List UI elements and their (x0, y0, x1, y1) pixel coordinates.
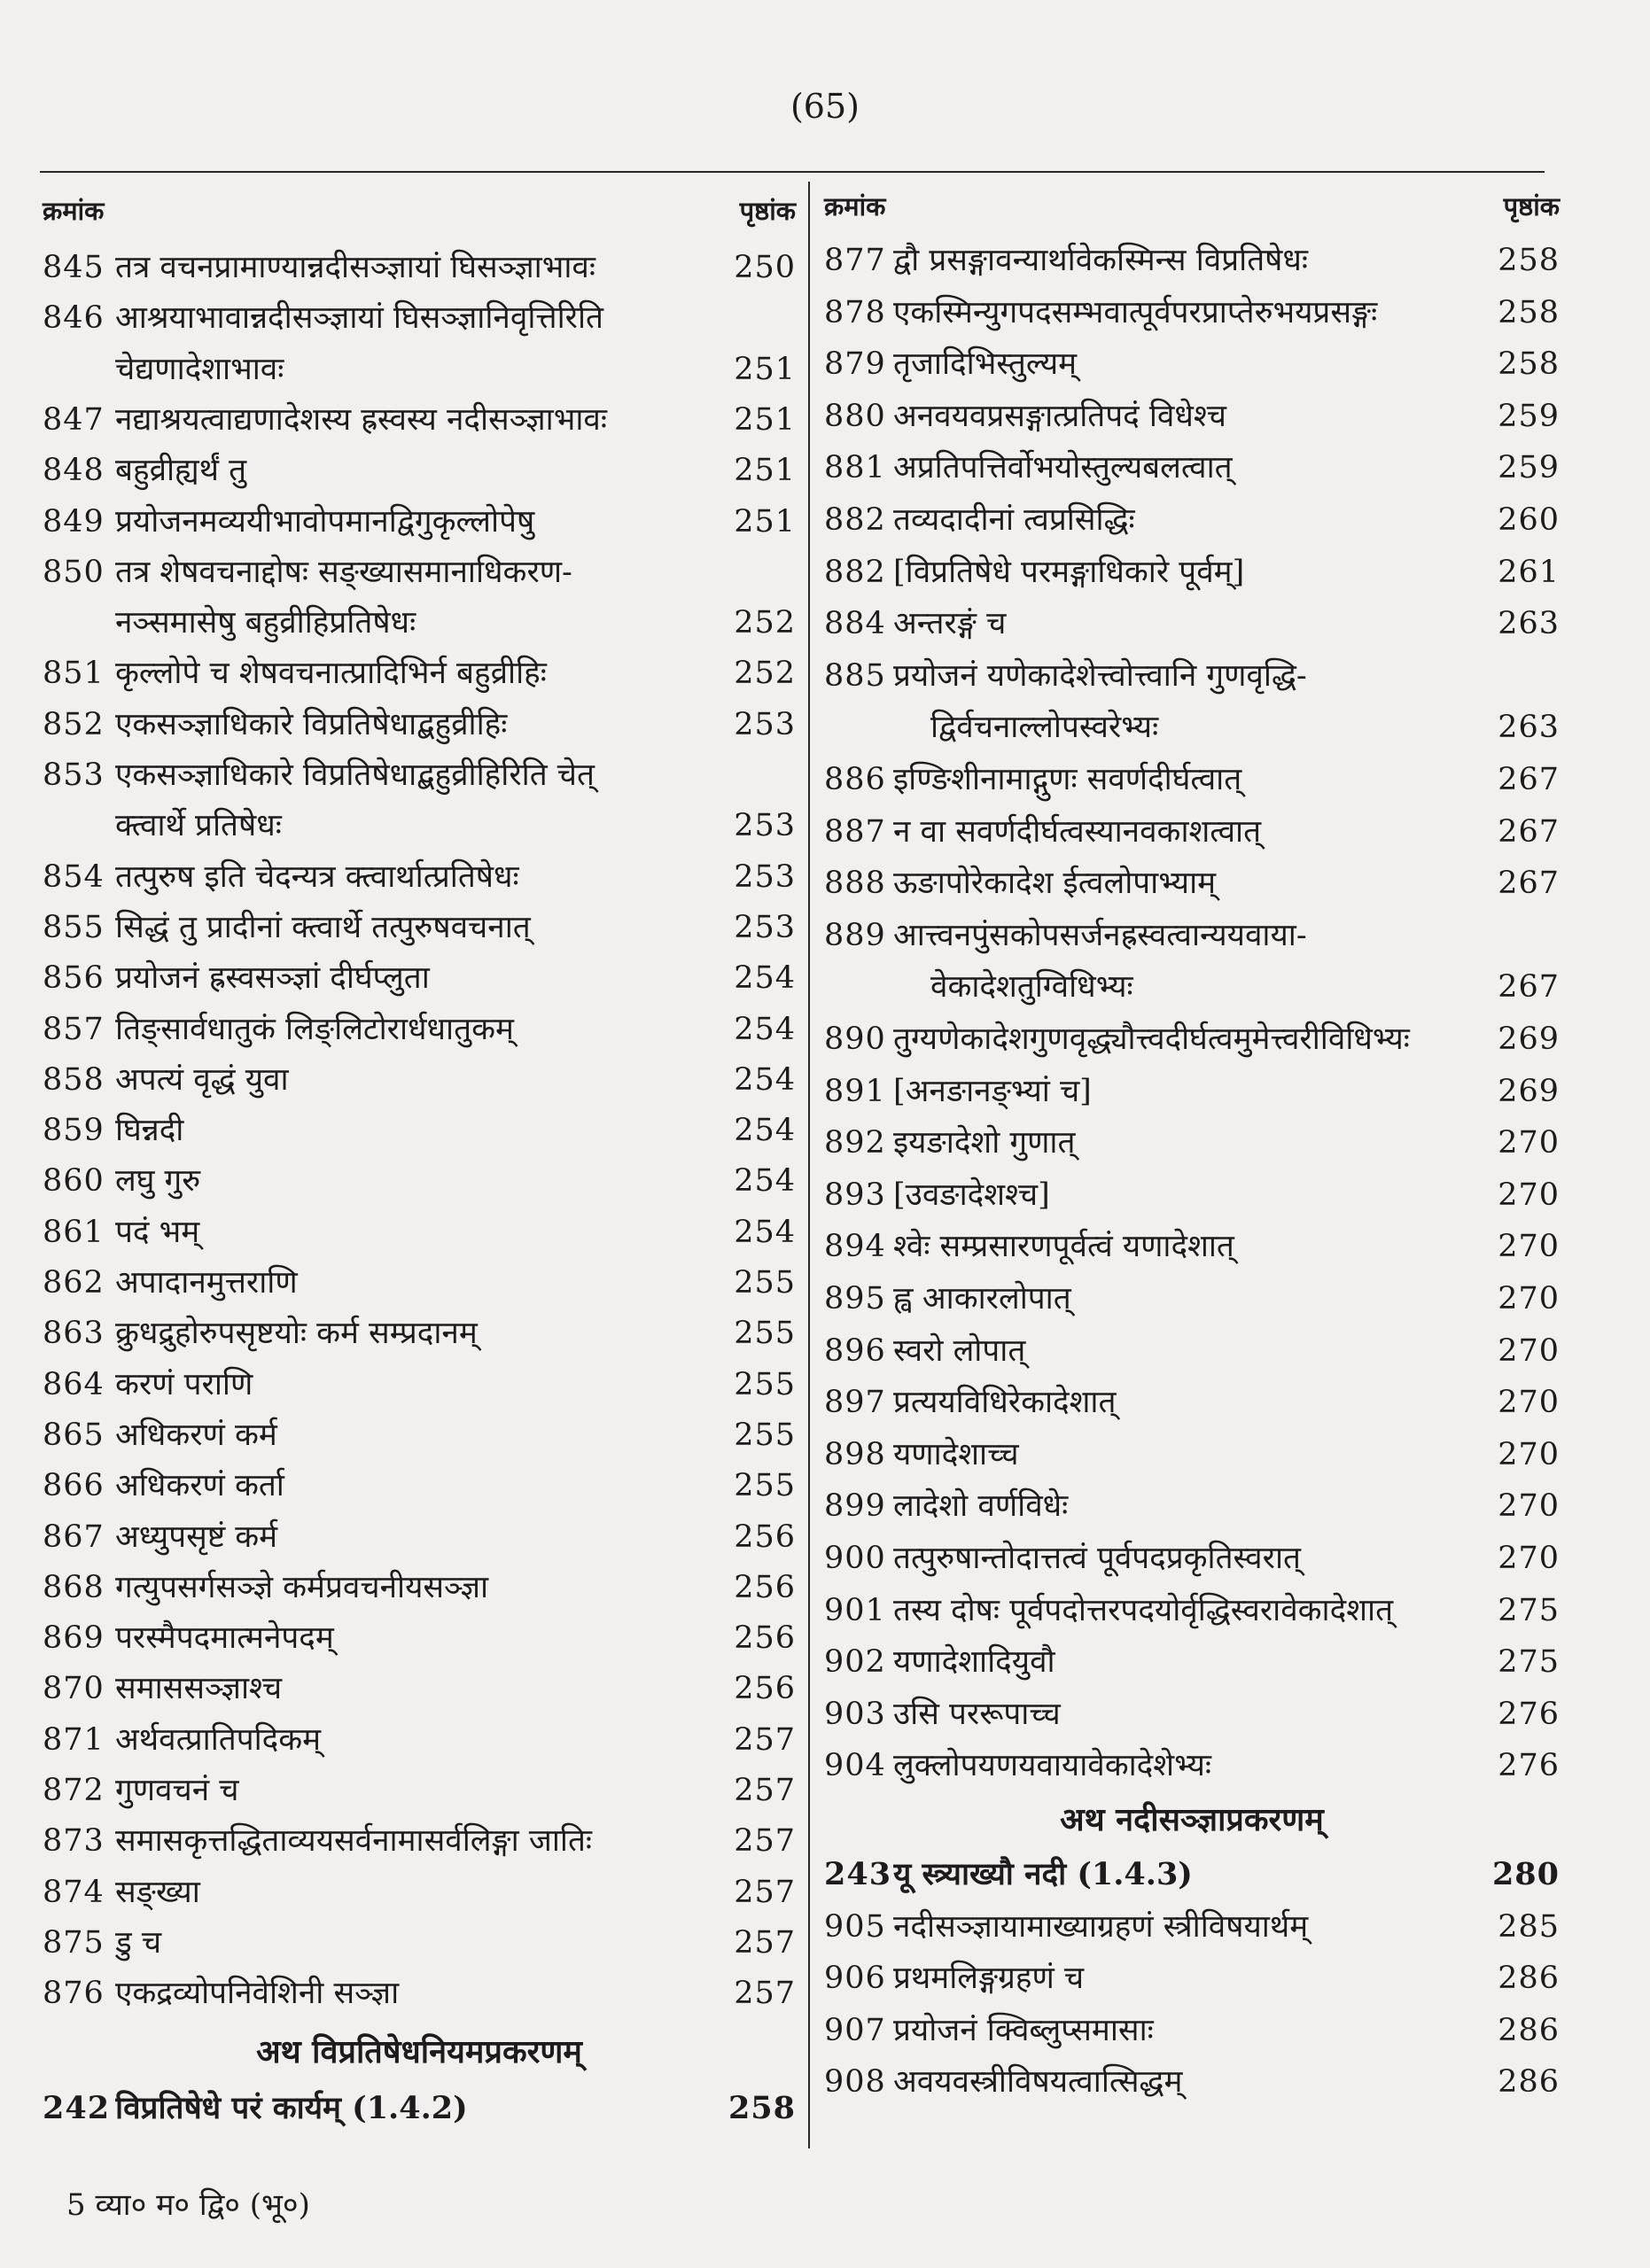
entry-text: तव्यदादीनां त्वप्रसिद्धिः (893, 502, 1135, 538)
entry-text: विप्रतिषेधे परं कार्यम् (1.4.2) (115, 2089, 468, 2126)
entry-page: 267 (1498, 866, 1560, 902)
entry-text: [विप्रतिषेधे परमङ्गाधिकारे पूर्वम्] (893, 554, 1245, 590)
index-entry (824, 1637, 1560, 1687)
entry-page: 259 (1498, 450, 1560, 486)
entry-text: [उवङादेशश्च] (893, 1177, 1050, 1213)
index-entry (824, 1850, 1560, 1899)
entry-page: 270 (1498, 1436, 1560, 1472)
entry-text: तत्पुरुषान्तोदात्तत्वं पूर्वपदप्रकृतिस्वरात् (893, 1541, 1301, 1576)
entry-number: 884 (824, 606, 886, 642)
entry-page: 256 (734, 1569, 796, 1605)
entry-number: 899 (824, 1488, 886, 1525)
entry-page: 267 (1498, 969, 1560, 1006)
index-entry (43, 1816, 796, 1866)
entry-number: 858 (43, 1061, 105, 1098)
index-entry (824, 651, 1560, 701)
entry-text: आत्त्वनपुंसकोपसर्जनह्रस्वत्वान्ययवाया- (893, 917, 1307, 953)
entry-text: डु च (115, 1924, 162, 1961)
index-entry (43, 1258, 796, 1308)
index-entry (824, 1326, 1560, 1376)
entry-number: 885 (824, 657, 886, 694)
index-entry (43, 1563, 796, 1612)
entry-number: 889 (824, 917, 886, 953)
entry-text: तुग्यणेकादेशगुणवृद्ध्यौत्त्वदीर्घत्वमुमेत्त्वरीविधिभ्यः (893, 1021, 1410, 1057)
entry-number: 895 (824, 1281, 886, 1317)
entry-number: 887 (824, 813, 886, 850)
entry-number: 882 (824, 502, 886, 538)
entry-text: अन्तरङ्गं च (893, 606, 1007, 642)
entry-text: लादेशो वर्णविधेः (893, 1488, 1069, 1525)
entry-page: 261 (1498, 554, 1560, 590)
page-label: पृष्ठांक (1503, 191, 1560, 221)
entry-page: 254 (734, 1163, 796, 1200)
entry-text: गुणवचनं च (115, 1773, 239, 1808)
entry-text: द्विर्वचनाल्लोपस्वरेभ्यः (930, 710, 1159, 746)
entry-page: 267 (1498, 762, 1560, 797)
entry-number: 851 (43, 656, 105, 692)
column-divider (808, 182, 810, 2148)
entry-page: 270 (1498, 1488, 1560, 1525)
entry-number: 888 (824, 866, 886, 902)
footer-signature: 5 व्या० म० द्वि० (भू०) (66, 2187, 310, 2223)
index-entry (824, 548, 1560, 597)
entry-page: 255 (734, 1366, 796, 1402)
entry-text: पदं भम् (115, 1214, 200, 1250)
index-entry (824, 962, 1560, 1012)
entry-number: 847 (43, 401, 105, 438)
index-label: क्रमांक (43, 196, 105, 226)
entry-number: 886 (824, 762, 886, 797)
index-entry (824, 1378, 1560, 1427)
entry-page: 286 (1498, 1961, 1560, 1997)
index-entry (43, 1309, 796, 1358)
entry-number: 854 (43, 858, 105, 895)
entry-text: नञ्समासेषु बहुव्रीहिप्रतिषेधः (115, 605, 416, 641)
entry-page: 253 (734, 808, 796, 844)
index-entry (824, 1170, 1560, 1220)
entry-page: 276 (1498, 1748, 1560, 1784)
entry-text: उसि पररूपाच्च (893, 1696, 1061, 1732)
entry-text: क्त्वार्थे प्रतिषेधः (115, 808, 282, 844)
index-entry (43, 1969, 796, 2018)
index-entry (824, 236, 1560, 285)
entry-page: 270 (1498, 1229, 1560, 1265)
index-entry (824, 599, 1560, 649)
entry-number: 870 (43, 1671, 105, 1707)
index-label: क्रमांक (824, 191, 886, 221)
right-column-header (824, 189, 1560, 228)
index-entry (824, 858, 1560, 908)
entry-page: 257 (734, 1924, 796, 1961)
entry-text: अधिकरणं कर्म (115, 1417, 277, 1453)
entry-page: 260 (1498, 502, 1560, 538)
index-entry (43, 1005, 796, 1054)
top-rule (40, 171, 1545, 173)
entry-text: प्रयोजनं क्विब्लुप्समासाः (893, 2012, 1154, 2048)
entry-number: 845 (43, 250, 105, 285)
entry-number: 862 (43, 1265, 105, 1301)
entry-text: [अनङानङ्भ्यां च] (893, 1073, 1092, 1109)
index-entry (824, 1014, 1560, 1064)
entry-text: गत्युपसर्गसञ्ज्ञे कर्मप्रवचनीयसञ्ज्ञा (115, 1569, 489, 1605)
entry-number: 871 (43, 1721, 105, 1758)
entry-text: प्रयोजनमव्ययीभावोपमानद्विगुकृल्लोपेषु (115, 503, 535, 540)
entry-page: 254 (734, 1214, 796, 1250)
index-entry (824, 1953, 1560, 2003)
entry-page: 257 (734, 1976, 796, 2012)
entry-page: 255 (734, 1468, 796, 1504)
entry-page: 255 (734, 1265, 796, 1301)
entry-text: इयङादेशो गुणात् (893, 1125, 1076, 1161)
entry-number: 852 (43, 706, 105, 742)
index-entry (43, 497, 796, 547)
entry-text: तत्पुरुष इति चेदन्यत्र क्त्वार्थात्प्रतिषेधः (115, 858, 519, 895)
entry-number: 866 (43, 1468, 105, 1504)
section-title: अथ नदीसञ्ज्ञाप्रकरणम् (1060, 1801, 1324, 1838)
index-entry (824, 1067, 1560, 1116)
index-entry (43, 1410, 796, 1460)
index-entry (43, 649, 796, 698)
entry-text: यणादेशादियुवौ (893, 1644, 1055, 1681)
entry-number: 848 (43, 453, 105, 489)
index-entry (43, 903, 796, 952)
index-entry (824, 443, 1560, 493)
entry-page: 257 (734, 1773, 796, 1808)
entry-page: 251 (734, 351, 796, 387)
entry-number: 874 (43, 1874, 105, 1910)
entry-number: 849 (43, 503, 105, 540)
index-entry (824, 2006, 1560, 2055)
entry-text: न वा सवर्णदीर्घत्वस्यानवकाशत्वात् (893, 813, 1262, 850)
index-entry (824, 703, 1560, 752)
index-entry (43, 598, 796, 648)
index-entry (43, 801, 796, 850)
entry-text: यू स्त्र्याख्यौ नदी (1.4.3) (893, 1856, 1193, 1892)
entry-page: 269 (1498, 1073, 1560, 1109)
entry-page: 255 (734, 1417, 796, 1453)
index-entry (824, 288, 1560, 338)
page-number: (65) (790, 87, 860, 126)
entry-text: स्वरो लोपात् (893, 1332, 1026, 1369)
entry-text: यणादेशाच्च (893, 1436, 1019, 1472)
entry-page: 270 (1498, 1125, 1560, 1161)
entry-text: घिन्नदी (115, 1113, 184, 1149)
entry-page: 280 (1491, 1856, 1560, 1892)
index-entry (824, 1481, 1560, 1531)
entry-page: 258 (728, 2089, 796, 2126)
index-entry (43, 1613, 796, 1663)
entry-text: करणं पराणि (115, 1366, 253, 1402)
entry-text: अप्रतिपत्तिर्वोभयोस्तुल्यबलत्वात् (893, 450, 1233, 486)
entry-number: 900 (824, 1541, 886, 1576)
entry-page: 270 (1498, 1177, 1560, 1213)
index-entry (824, 1534, 1560, 1583)
index-entry (43, 1055, 796, 1105)
entry-number: 863 (43, 1316, 105, 1352)
entry-page: 252 (734, 605, 796, 641)
entry-page: 253 (734, 706, 796, 742)
entry-page: 270 (1498, 1541, 1560, 1576)
index-entry (824, 495, 1560, 545)
index-entry (43, 1664, 796, 1713)
entry-page: 254 (734, 960, 796, 997)
index-entry (43, 1360, 796, 1410)
entry-number: 902 (824, 1644, 886, 1681)
entry-page: 286 (1498, 2064, 1560, 2101)
entry-number: 880 (824, 398, 886, 434)
entry-page: 254 (734, 1061, 796, 1098)
entry-number: 860 (43, 1163, 105, 1200)
index-entry (43, 1106, 796, 1155)
index-entry (824, 1586, 1560, 1635)
entry-number: 873 (43, 1823, 105, 1860)
entry-number: 865 (43, 1417, 105, 1453)
entry-number: 879 (824, 346, 886, 383)
index-entry (43, 953, 796, 1003)
index-entry (43, 852, 796, 902)
entry-number: 867 (43, 1518, 105, 1555)
entry-text: अपादानमुत्तराणि (115, 1265, 298, 1301)
index-entry (43, 395, 796, 445)
entry-text: लुक्लोपयणयवायावेकादेशेभ्यः (893, 1748, 1211, 1784)
entry-number: 850 (43, 554, 105, 590)
entry-page: 250 (734, 250, 796, 285)
index-entry (824, 1222, 1560, 1271)
entry-text: परस्मैपदमात्मनेपदम् (115, 1620, 334, 1657)
entry-number: 882 (824, 554, 886, 590)
entry-text: सिद्धं तु प्रादीनां क्त्वार्थे तत्पुरुषवचनात् (115, 909, 531, 945)
entry-text: तत्र शेषवचनाद्दोषः सङ्ख्यासमानाधिकरण- (115, 554, 572, 590)
entry-page: 258 (1498, 346, 1560, 383)
entry-page: 254 (734, 1011, 796, 1047)
entry-text: समासकृत्तद्धिताव्ययसर्वनामासर्वलिङ्गा जातिः (115, 1823, 592, 1860)
entry-page: 270 (1498, 1385, 1560, 1421)
index-entry (43, 1461, 796, 1511)
index-entry (824, 1902, 1560, 1952)
entry-number: 872 (43, 1773, 105, 1808)
index-entry (43, 750, 796, 800)
entry-text: ऊङापोरेकादेश ईत्वलोपाभ्याम् (893, 866, 1217, 902)
index-entry (824, 807, 1560, 857)
entry-number: 876 (43, 1976, 105, 2012)
entry-text: तृजादिभिस्तुल्यम् (893, 346, 1078, 383)
entry-text: लघु गुरु (115, 1163, 201, 1200)
entry-page: 285 (1498, 1908, 1560, 1945)
entry-text: अनवयवप्रसङ्गात्प्रतिपदं विधेश्च (893, 398, 1227, 434)
index-entry (43, 1766, 796, 1815)
index-entry (43, 293, 796, 343)
entry-page: 253 (734, 909, 796, 945)
left-column-header (43, 193, 796, 232)
entry-text: अपत्यं वृद्धं युवा (115, 1061, 289, 1098)
entry-number: 853 (43, 757, 105, 793)
entry-page: 258 (1498, 243, 1560, 278)
entry-number: 864 (43, 1366, 105, 1402)
entry-text: आश्रयाभावान्नदीसञ्ज्ञायां घिसञ्ज्ञानिवृत्तिरिति (115, 300, 603, 337)
entry-text: अवयवस्त्रीविषयत्वात्सिद्धम् (893, 2064, 1183, 2101)
entry-number: 857 (43, 1011, 105, 1047)
index-entry (43, 1156, 796, 1206)
entry-number: 859 (43, 1113, 105, 1149)
entry-text: बहुव्रीह्यर्थं तु (115, 453, 247, 489)
entry-text: अधिकरणं कर्ता (115, 1468, 284, 1504)
index-entry (43, 446, 796, 495)
entry-number: 896 (824, 1332, 886, 1369)
entry-number: 242 (43, 2089, 111, 2126)
entry-page: 258 (1498, 294, 1560, 330)
entry-page: 269 (1498, 1021, 1560, 1057)
section-title: अथ विप्रतिषेधनियमप्रकरणम् (256, 2032, 582, 2070)
index-entry (824, 911, 1560, 960)
entry-number: 861 (43, 1214, 105, 1250)
entry-number: 890 (824, 1021, 886, 1057)
entry-number: 856 (43, 960, 105, 997)
entry-number: 877 (824, 243, 886, 278)
entry-text: क्रुधद्रुहोरुपसृष्टयोः कर्म सम्प्रदानम् (115, 1316, 478, 1352)
entry-page: 259 (1498, 398, 1560, 434)
entry-number: 243 (824, 1856, 892, 1892)
entry-page: 263 (1498, 710, 1560, 746)
entry-page: 270 (1498, 1281, 1560, 1317)
entry-text: एकसञ्ज्ञाधिकारे विप्रतिषेधाद्बहुव्रीहिः (115, 706, 508, 742)
entry-number: 891 (824, 1073, 886, 1109)
entry-text: नद्याश्रयत्वाद्यणादेशस्य ह्रस्वस्य नदीसञ्ज्ञाभावः (115, 401, 607, 438)
entry-text: ह्व आकारलोपात् (893, 1281, 1071, 1317)
entry-page: 251 (734, 401, 796, 438)
entry-page: 252 (734, 656, 796, 692)
entry-number: 894 (824, 1229, 886, 1265)
entry-number: 868 (43, 1569, 105, 1605)
entry-text: समाससञ्ज्ञाश्च (115, 1671, 283, 1707)
index-entry (43, 1868, 796, 1917)
entry-number: 881 (824, 450, 886, 486)
entry-number: 903 (824, 1696, 886, 1732)
index-entry (824, 1274, 1560, 1324)
entry-text: प्रयोजनं यणेकादेशेत्त्वोत्त्वानि गुणवृद्धि- (893, 657, 1307, 694)
entry-page: 276 (1498, 1696, 1560, 1732)
entry-number: 908 (824, 2064, 886, 2101)
index-entry (824, 2057, 1560, 2107)
entry-page: 270 (1498, 1332, 1560, 1369)
entry-number: 875 (43, 1924, 105, 1961)
entry-text: चेद्यणादेशाभावः (115, 351, 284, 387)
entry-text: प्रयोजनं ह्रस्वसञ्ज्ञां दीर्घप्लुता (115, 960, 430, 997)
entry-page: 256 (734, 1518, 796, 1555)
entry-number: 901 (824, 1592, 886, 1628)
entry-page: 251 (734, 453, 796, 489)
entry-text: प्रत्ययविधिरेकादेशात् (893, 1385, 1117, 1421)
index-entry (824, 1118, 1560, 1168)
entry-number: 855 (43, 909, 105, 945)
entry-number: 878 (824, 294, 886, 330)
index-entry (824, 1430, 1560, 1480)
index-entry (43, 1512, 796, 1562)
entry-page: 263 (1498, 606, 1560, 642)
entry-text: वेकादेशतुग्विधिभ्यः (930, 969, 1133, 1006)
entry-number: 905 (824, 1908, 886, 1945)
entry-text: तत्र वचनप्रामाण्यान्नदीसञ्ज्ञायां घिसञ्ज्ञाभावः (115, 250, 595, 285)
entry-text: प्रथमलिङ्गग्रहणं च (893, 1961, 1085, 1997)
entry-number: 906 (824, 1961, 886, 1997)
entry-page: 275 (1498, 1644, 1560, 1681)
page-label: पृष्ठांक (739, 196, 796, 226)
index-entry (824, 392, 1560, 441)
index-entry (43, 345, 796, 394)
entry-page: 255 (734, 1316, 796, 1352)
entry-page: 256 (734, 1671, 796, 1707)
entry-text: एकस्मिन्युगपदसम्भवात्पूर्वपरप्राप्तेरुभयप्रसङ्गः (893, 294, 1378, 330)
entry-page: 251 (734, 503, 796, 540)
entry-page: 257 (734, 1721, 796, 1758)
entry-page: 286 (1498, 2012, 1560, 2048)
entry-number: 846 (43, 300, 105, 337)
entry-number: 869 (43, 1620, 105, 1657)
index-entry (43, 243, 796, 292)
entry-text: एकद्रव्योपनिवेशिनी सञ्ज्ञा (115, 1976, 400, 2012)
entry-text: नदीसञ्ज्ञायामाख्याग्रहणं स्त्रीविषयार्थम् (893, 1908, 1309, 1945)
entry-text: श्वेः सम्प्रसारणपूर्वत्वं यणादेशात् (893, 1229, 1234, 1265)
entry-page: 267 (1498, 813, 1560, 850)
entry-text: तस्य दोषः पूर्वपदोत्तरपदयोर्वृद्धिस्वरावेकादेशात् (893, 1592, 1394, 1628)
entry-page: 254 (734, 1113, 796, 1149)
entry-text: द्वौ प्रसङ्गावन्यार्थावेकस्मिन्स विप्रतिषेधः (893, 243, 1308, 278)
entry-text: अध्युपसृष्टं कर्म (115, 1518, 278, 1555)
entry-number: 904 (824, 1748, 886, 1784)
entry-text: सङ्ख्या (115, 1874, 200, 1910)
entry-number: 907 (824, 2012, 886, 2048)
entry-text: अर्थवत्प्रातिपदिकम् (115, 1721, 322, 1758)
index-entry (824, 1741, 1560, 1790)
index-entry (43, 700, 796, 750)
index-entry (824, 1689, 1560, 1739)
entry-text: तिङ्सार्वधातुकं लिङ्लिटोरार्धधातुकम् (115, 1011, 514, 1047)
entry-page: 257 (734, 1874, 796, 1910)
index-entry (43, 1715, 796, 1765)
index-entry (43, 2084, 796, 2133)
entry-text: इण्ङिशीनामाद्गुणः सवर्णदीर्घत्वात् (893, 762, 1242, 797)
entry-number: 892 (824, 1125, 886, 1161)
entry-page: 253 (734, 858, 796, 895)
index-entry (43, 1208, 796, 1257)
index-entry (824, 339, 1560, 389)
index-entry (43, 548, 796, 597)
entry-page: 275 (1498, 1592, 1560, 1628)
entry-text: कृल्लोपे च शेषवचनात्प्रादिभिर्न बहुव्रीहिः (115, 656, 547, 692)
entry-text: एकसञ्ज्ञाधिकारे विप्रतिषेधाद्बहुव्रीहिरिति चेत् (115, 757, 595, 793)
entry-page: 257 (734, 1823, 796, 1860)
index-entry (824, 755, 1560, 804)
entry-number: 893 (824, 1177, 886, 1213)
entry-page: 256 (734, 1620, 796, 1657)
index-entry (43, 1918, 796, 1968)
entry-number: 897 (824, 1385, 886, 1421)
entry-number: 898 (824, 1436, 886, 1472)
